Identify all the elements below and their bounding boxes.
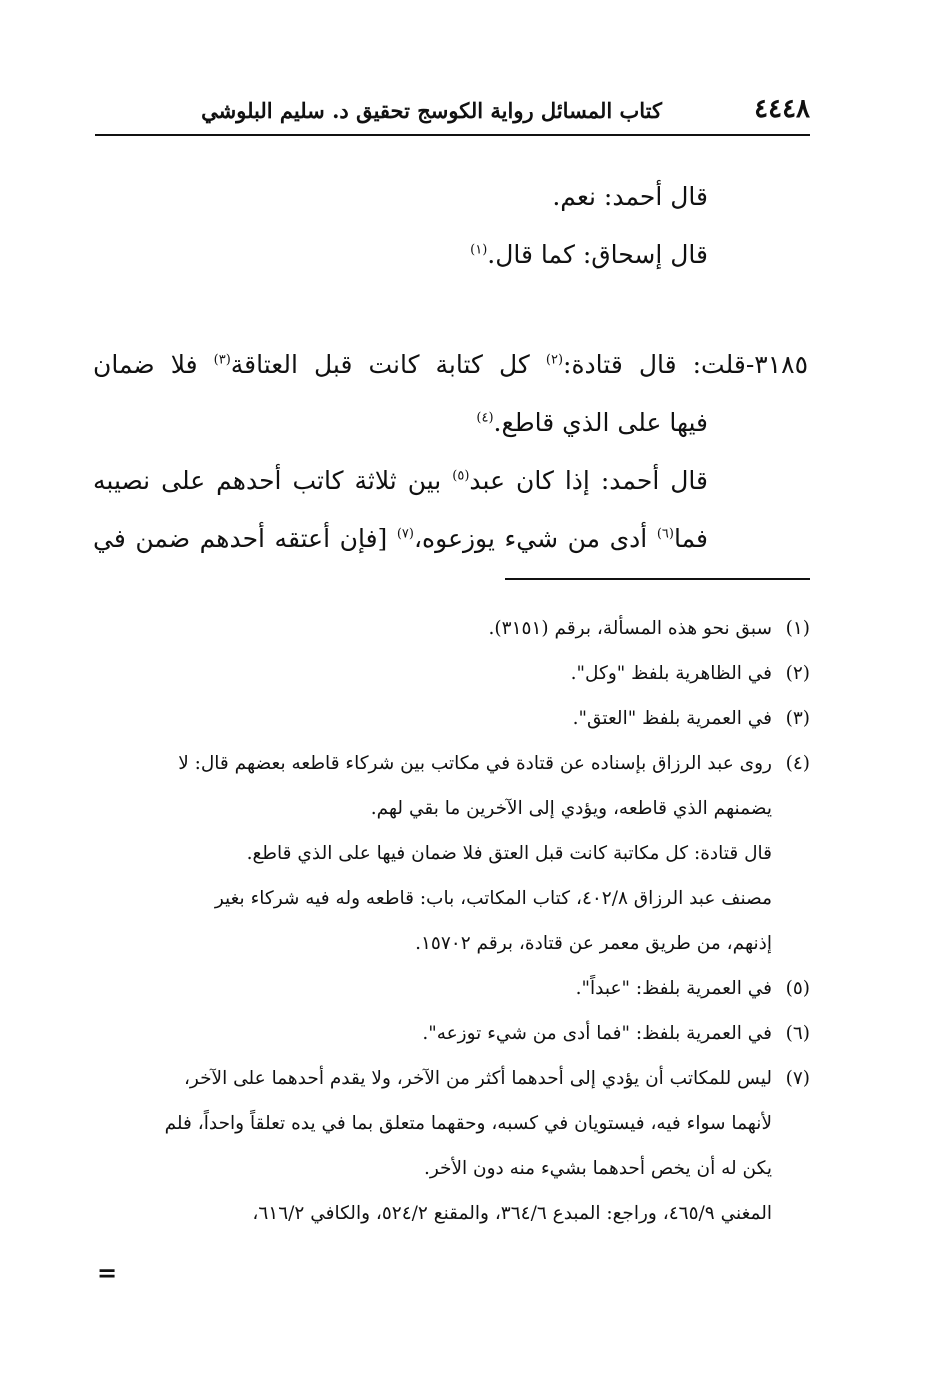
footnote-1 bbox=[95, 606, 810, 651]
main-text bbox=[93, 168, 808, 568]
footnote-number: (٣) bbox=[785, 708, 810, 729]
footnote-ref[interactable]: (٤) bbox=[476, 410, 494, 426]
footnote-ref[interactable]: (٣) bbox=[213, 352, 231, 368]
footnote-separator bbox=[505, 578, 810, 580]
footnote-text: روى عبد الرزاق بإسناده عن قتادة في مكاتب بين شركاء قاطعه بعضهم قال: لا bbox=[178, 753, 772, 774]
footnote-ref[interactable]: (٢) bbox=[545, 352, 564, 368]
footnote-text: في العمرية بلفظ: "عبداً". bbox=[575, 978, 772, 999]
footnote-ref[interactable]: (٥) bbox=[452, 468, 470, 484]
footnote-text: ليس للمكاتب أن يؤدي إلى أحدهما أكثر من الآخر، ولا يقدم أحدهما على الآخر، bbox=[183, 1068, 772, 1089]
footnote-text: مصنف عبد الرزاق ٤٠٢/٨، كتاب المكاتب، باب: قاطعه وله فيه شركاء بغير bbox=[214, 888, 772, 909]
footnote-text: يضمنهم الذي قاطعه، ويؤدي إلى الآخرين ما بقي لهم. bbox=[370, 798, 772, 819]
spacer bbox=[93, 284, 808, 336]
text-line: فيها على الذي قاطع.$^{(٤)}$ bbox=[476, 408, 708, 437]
footnote-7 bbox=[95, 1056, 810, 1236]
footnote-4 bbox=[95, 741, 810, 966]
footnote-text: المغني ٤٦٥/٩، وراجع: المبدع ٣٦٤/٦، والمقنع ٥٢٤/٢، والكافي ٦١٦/٢، bbox=[252, 1203, 772, 1224]
footnote-number: (٤) bbox=[785, 753, 810, 774]
footnote-ref[interactable]: (٧) bbox=[396, 526, 414, 542]
footnote-text: في الظاهرية بلفظ "وكل". bbox=[570, 663, 772, 684]
footnote-number: (٧) bbox=[785, 1068, 810, 1089]
continuation-mark: = bbox=[97, 1258, 118, 1287]
footnote-text: لأنهما سواء فيه، فيستويان في كسبه، وحقهما متعلق بما في يده تعلقاً واحداً، فلم bbox=[164, 1113, 772, 1134]
text-line: قال أحمد: نعم. bbox=[552, 182, 708, 211]
footnote-text: في العمرية بلفظ "العتق". bbox=[572, 708, 772, 729]
footnote-number: (٥) bbox=[785, 978, 810, 999]
footnote-6 bbox=[95, 1011, 810, 1056]
footnote-2 bbox=[95, 651, 810, 696]
issue-heading-line: ٣١٨٥-قلت: قال قتادة:$^{(٢)}$ كل كتابة كانت قبل العتاقة$^{(٣)}$ فلا ضمان bbox=[93, 350, 808, 379]
footnote-text: قال قتادة: كل مكاتبة كانت قبل العتق فلا ضمان فيها على الذي قاطع. bbox=[246, 843, 772, 864]
footnote-5 bbox=[95, 966, 810, 1011]
footnote-number: (٦) bbox=[785, 1023, 810, 1044]
footnote-text: سبق نحو هذه المسألة، برقم (٣١٥١). bbox=[488, 618, 772, 639]
footnote-text: في العمرية بلفظ: "فما أدى من شيء توزعه". bbox=[422, 1023, 772, 1044]
footnote-text: يكن له أن يخص أحدهما بشيء منه دون الأخر. bbox=[423, 1158, 772, 1179]
footnote-number: (٢) bbox=[785, 663, 810, 684]
footnote-ref[interactable]: (١) bbox=[470, 242, 488, 258]
footnotes bbox=[95, 606, 810, 1236]
footnote-3 bbox=[95, 696, 810, 741]
footnote-number: (١) bbox=[785, 618, 810, 639]
text-line: فما$^{(٦)}$ أدى من شيء يوزعوه،$^{(٧)}$ [فإن أعتقه أحدهم ضمن في bbox=[93, 524, 708, 553]
text-line: قال أحمد: إذا كان عبد$^{(٥)}$ بين ثلاثة كاتب أحدهم على نصيبه bbox=[93, 466, 708, 495]
footnote-ref[interactable]: (٦) bbox=[656, 526, 674, 542]
running-title: كتاب المسائل رواية الكوسج تحقيق د. سليم البلوشي bbox=[201, 98, 662, 123]
page-header bbox=[95, 92, 810, 136]
page-number: ٤٤٤٨ bbox=[754, 94, 810, 124]
footnote-text: إذنهم، من طريق معمر عن قتادة، برقم ١٥٧٠٢. bbox=[415, 933, 772, 954]
text-line: قال إسحاق: كما قال.$^{(١)}$ bbox=[470, 240, 708, 269]
